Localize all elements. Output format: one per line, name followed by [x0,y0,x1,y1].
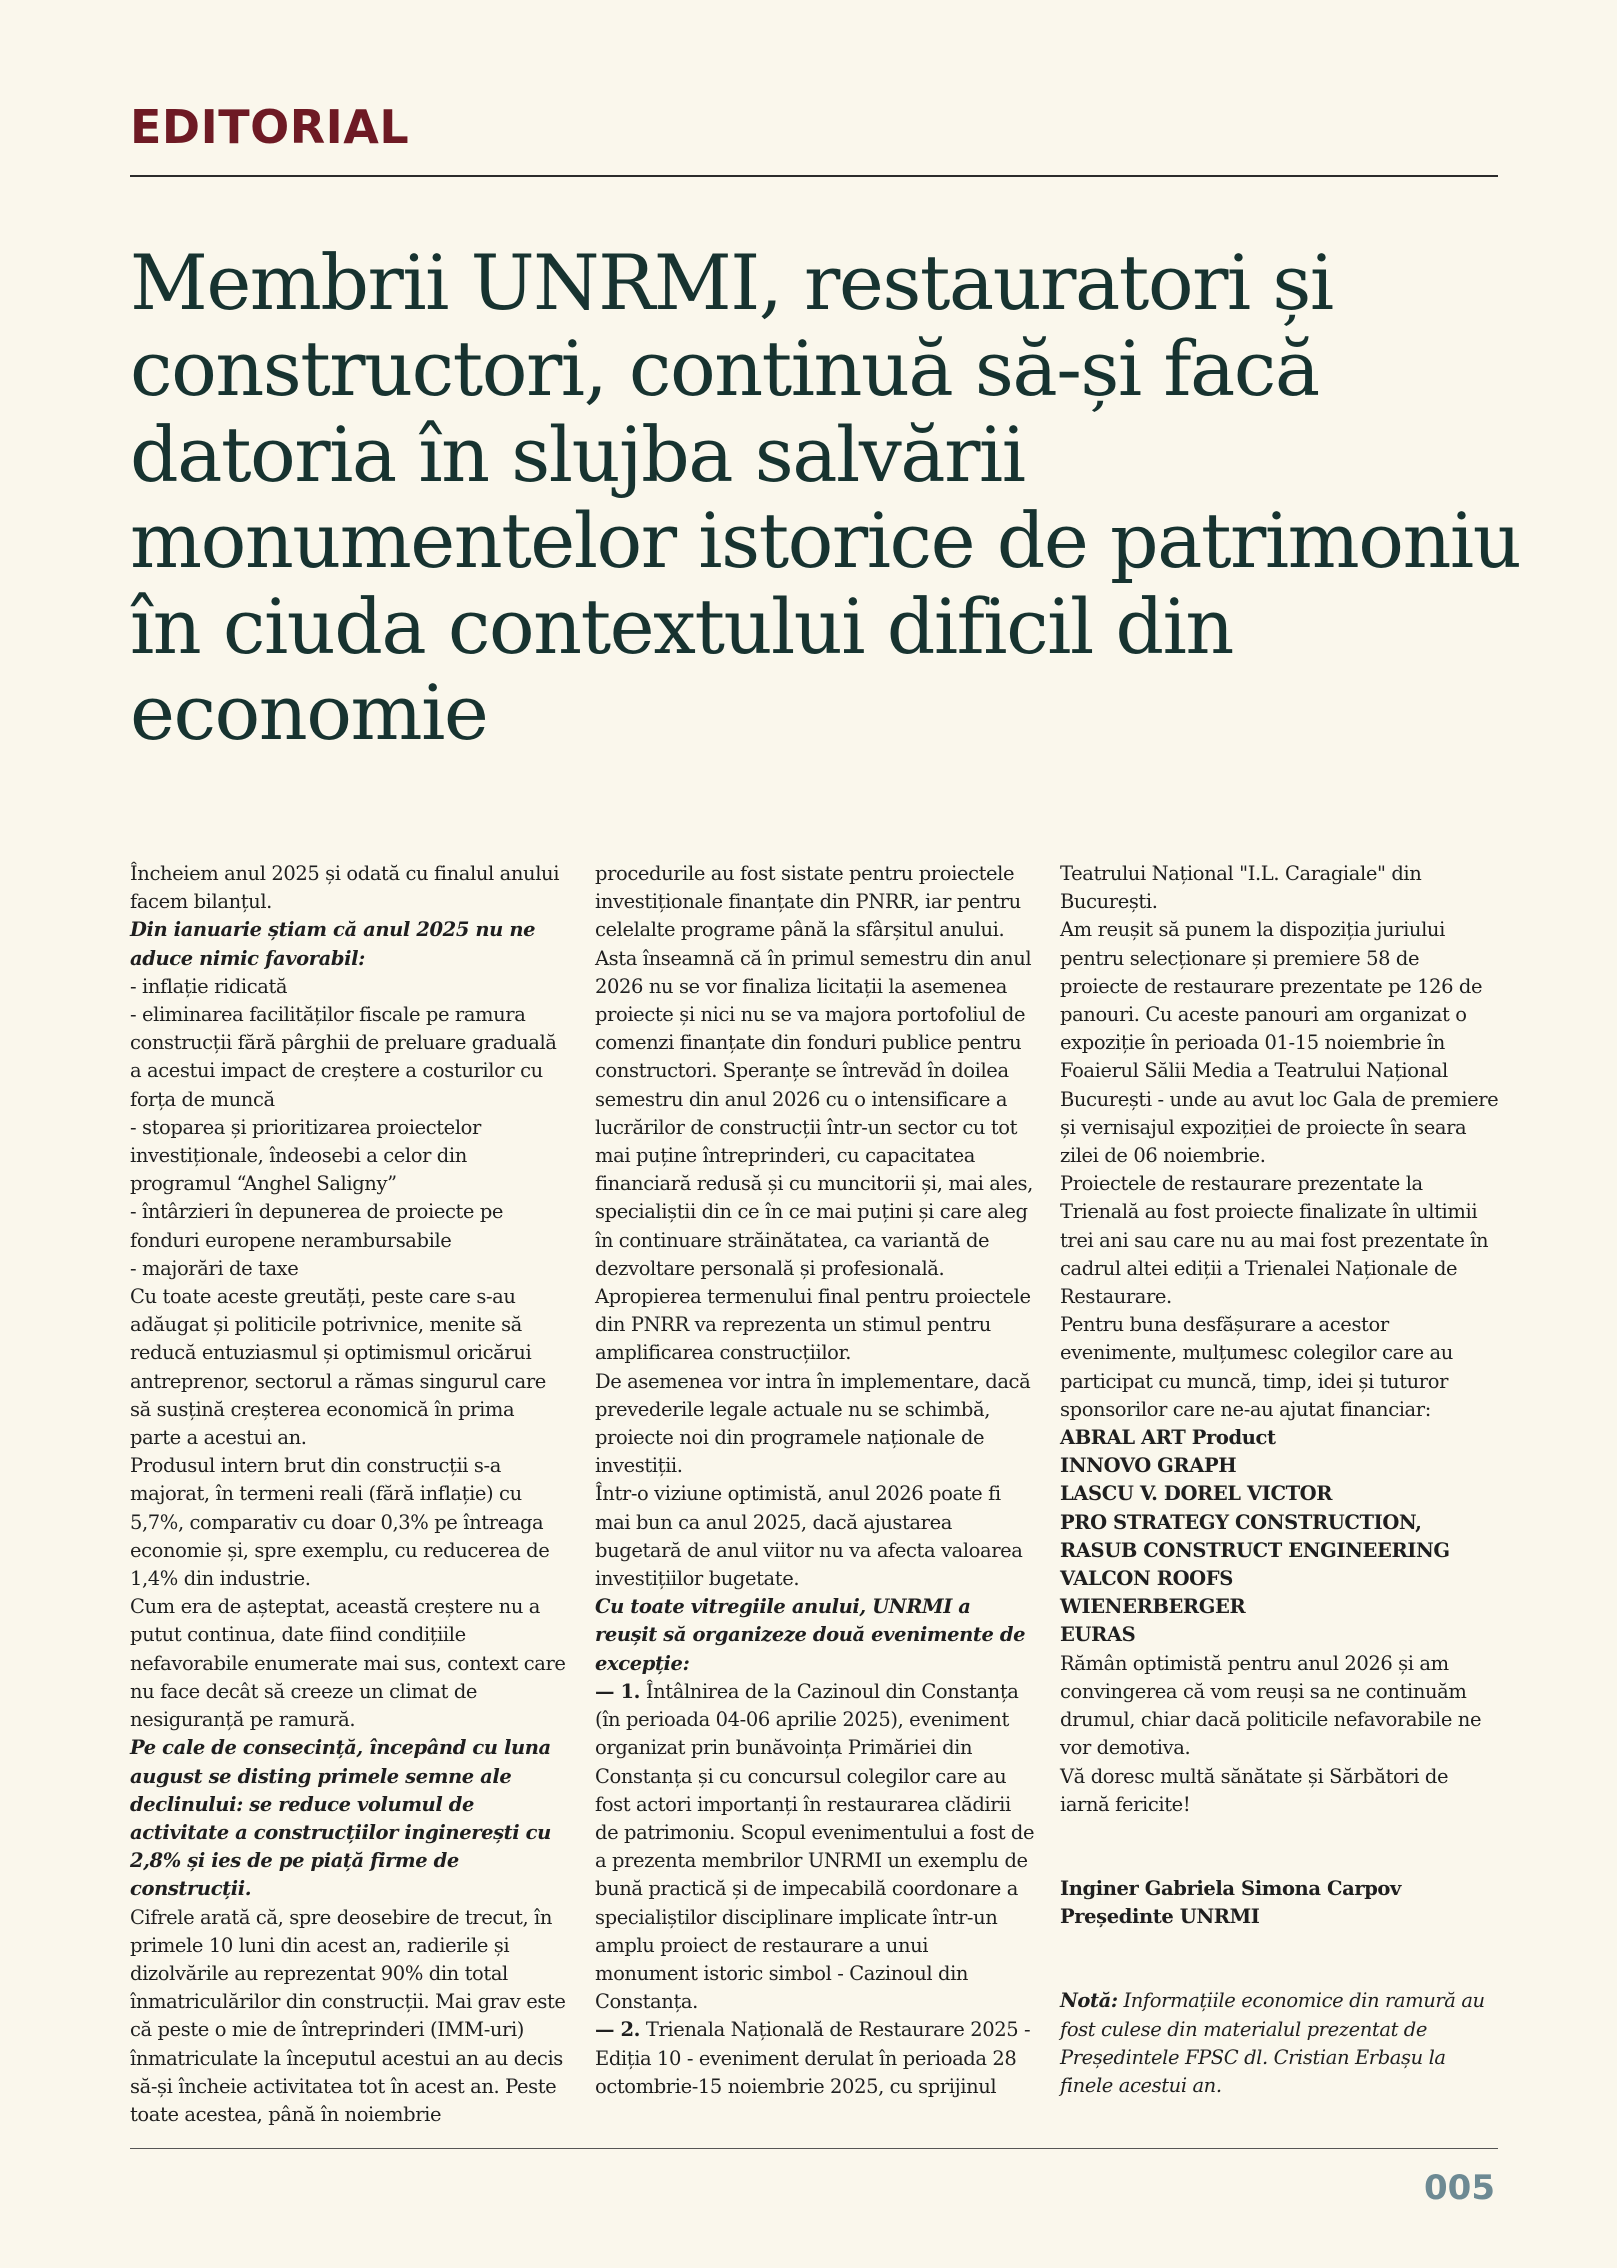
lead-in: Din ianuarie știam că anul 2025 nu ne aduce nimic favorabil: [130,918,536,970]
sponsor-item: ABRAL ART Product [1060,1426,1276,1450]
sponsor-item: EURAS [1060,1623,1136,1647]
paragraph: Cifrele arată că, spre deosebire de trecut, în primele 10 luni din acest an, radierile și dizolvările au reprezentat 90% din total înmatriculărilor din construcții. Mai grav este că peste o mie de întreprinderi (IMM-uri) înmatriculate la începutul acestui an au decis să-și încheie activitatea tot în acest an. Peste toate acestea, până în noiembrie [130,1905,566,2126]
paragraph: Produsul intern brut din construcții s-a majorat, în termeni reali (fără inflație) cu 5,7%, comparativ cu doar 0,3% pe întreaga economie și, spre exemplu, cu reducerea de 1,4% din industrie. [130,1454,550,1591]
paragraph: De asemenea vor intra în implementare, dacă prevederile legale actuale nu se schimbă, proiecte noi din programele naționale de investiții. [595,1369,1031,1478]
section-label: EDITORIAL [130,100,410,154]
page-number: 005 [1424,2168,1495,2208]
paragraph: Apropierea termenului final pentru proiectele din PNRR va reprezenta un stimul pentru amplificarea construcțiilor. [595,1285,1031,1365]
bottom-divider [130,2148,1498,2149]
event-text: Trienala Națională de Restaurare 2025 - Ediția 10 - eveniment derulat în perioada 28 octombrie-15 noiembrie 2025, cu sprijinul [595,2018,1031,2098]
paragraph: Pentru buna desfășurare a acestor evenimente, mulțumesc colegilor care au participat cu muncă, timp, idei și tuturor sponsorilor care ne-au ajutat financiar: [1060,1313,1453,1421]
event-item [595,1678,1035,2016]
article-column-1 [130,860,570,2129]
paragraph: Cu toate aceste greutăți, peste care s-au adăugat și politicile potrivnice, menite să reducă entuziasmul și optimismul oricărui antreprenor, sectorul a rămas singurul care să susțină creșterea economică în prima parte a acestui an. [130,1285,546,1450]
sponsor-list [1060,1424,1500,1650]
paragraph: Proiectele de restaurare prezentate la Trienală au fost proiecte finalizate în ultimii trei ani sau care nu au mai fost prezentate în cadrul altei ediții a Trienalei Naționale de Restaurare. [1060,1172,1489,1309]
paragraph: Cum era de așteptat, această creștere nu a putut continua, date fiind condițiile nefavorabile enumerate mai sus, context care nu face decât să creeze un climat de nesiguranță pe ramură. [130,1595,566,1732]
emphasis-paragraph: Pe cale de consecință, începând cu luna august se disting primele semne ale declinului: se reduce volumul de activitate a construcțiilor inginerești cu 2,8% și ies de pe piață firme de construcții. [130,1736,551,1901]
article-headline: Membrii UNRMI, restauratori și constructori, continuă să-și facă datoria în slujba salvării monumentelor istorice de patrimoniu în ciuda contextului dificil din economie [130,238,1521,757]
paragraph: Încheiem anul 2025 și odată cu finalul anului facem bilanțul. [130,862,560,914]
paragraph: Teatrului Național "I.L. Caragiale" din București. [1060,862,1422,914]
sponsor-item: WIENERBERGER [1060,1595,1246,1619]
article-column-2 [595,860,1035,2101]
note-text: Informațiile economice din ramură au fost culese din materialul prezentat de Președintele FPSC dl. Cristian Erbașu la finele acestui an. [1060,1989,1485,2097]
list-item: - eliminarea facilităților fiscale pe ramura construcții fără pârghii de preluare graduală a acestui impact de creștere a costurilor cu forța de muncă [130,1003,557,1111]
signature-role: Președinte UNRMI [1060,1905,1260,1929]
event-text: Întâlnirea de la Cazinoul din Constanța (în perioada 04-06 aprilie 2025), eveniment organizat prin bunăvoința Primăriei din Constanța și cu concursul colegilor care au fost actori importanți în restaurarea clădirii de patrimoniu. Scopul evenimentului a fost de a prezenta membrilor UNRMI un exemplu de bună practică și de impecabilă coordonare a specialiștilor disciplinare implicate într-un amplu proiect de restaurare a unui monument istoric simbol - Cazinoul din Constanța. [595,1679,1035,2014]
event-number: — 1. [595,1679,641,1703]
paragraph: Rămân optimistă pentru anul 2026 și am convingerea că vom reuși sa ne continuăm drumul, chiar dacă politicile nefavorabile ne vor demotiva. [1060,1651,1482,1760]
paragraph: procedurile au fost sistate pentru proiectele investiționale finanțate din PNRR, iar pentru celelalte programe până la sfârșitul anului. [595,862,1021,942]
list-item: - stoparea și prioritizarea proiectelor investiționale, îndeosebi a celor din programul “Anghel Saligny” [130,1115,481,1196]
paragraph: Asta înseamnă că în primul semestru din anul 2026 nu se vor finaliza licitații la asemenea proiecte și nici nu se va majora portofoliul de comenzi finanțate din fonduri publice pentru constructori. Speranțe se întrevăd în doilea semestru din anul 2026 cu o intensificare a lucrărilor de construcții într-un sector cu tot mai puține întreprinderi, cu capacitatea financiară redusă și cu muncitorii și, mai ales, specialiștii din ce în ce mai puțini și care aleg în continuare străinătatea, ca variantă de dezvoltare personală și profesională. [595,946,1033,1280]
sponsor-item: PRO STRATEGY CONSTRUCTION, [1060,1510,1422,1534]
list-item: - inflație ridicată [130,974,288,998]
note [1060,1987,1500,2100]
emphasis-paragraph: Cu toate vitregiile anului, UNRMI a reușit să organizeze două evenimente de excepție: [595,1595,1026,1675]
paragraph: Vă doresc multă sănătate și Sărbători de iarnă fericite! [1060,1764,1449,1816]
paragraph: Am reușit să punem la dispoziția juriului pentru selecționare și premiere 58 de proiecte de restaurare prezentate pe 126 de panouri. Cu aceste panouri am organizat o expoziție în perioada 01-15 noiembrie în Foaierul Sălii Media a Teatrului Național București - unde au avut loc Gala de premiere și vernisajul expoziției de proiecte în seara zilei de 06 noiembrie. [1060,918,1499,1168]
paragraph: Într-o viziune optimistă, anul 2026 poate fi mai bun ca anul 2025, dacă ajustarea bugetară de anul viitor nu va afecta valoarea investițiilor bugetate. [595,1482,1023,1591]
signature-name: Inginer Gabriela Simona Carpov [1060,1876,1401,1900]
list-item: - întârzieri în depunerea de proiecte pe fonduri europene nerambursabile [130,1200,504,1252]
list-item: - majorări de taxe [130,1256,299,1280]
sponsor-item: VALCON ROOFS [1060,1567,1233,1591]
sponsor-item: INNOVO GRAPH [1060,1454,1237,1478]
sponsor-item: LASCU V. DOREL VICTOR [1060,1482,1333,1506]
event-item [595,2016,1035,2101]
event-number: — 2. [595,2018,641,2042]
sponsor-item: RASUB CONSTRUCT ENGINEERING [1060,1538,1450,1562]
article-column-3 [1060,860,1500,2100]
note-label: Notă: [1060,1989,1118,2013]
top-divider [130,175,1498,177]
